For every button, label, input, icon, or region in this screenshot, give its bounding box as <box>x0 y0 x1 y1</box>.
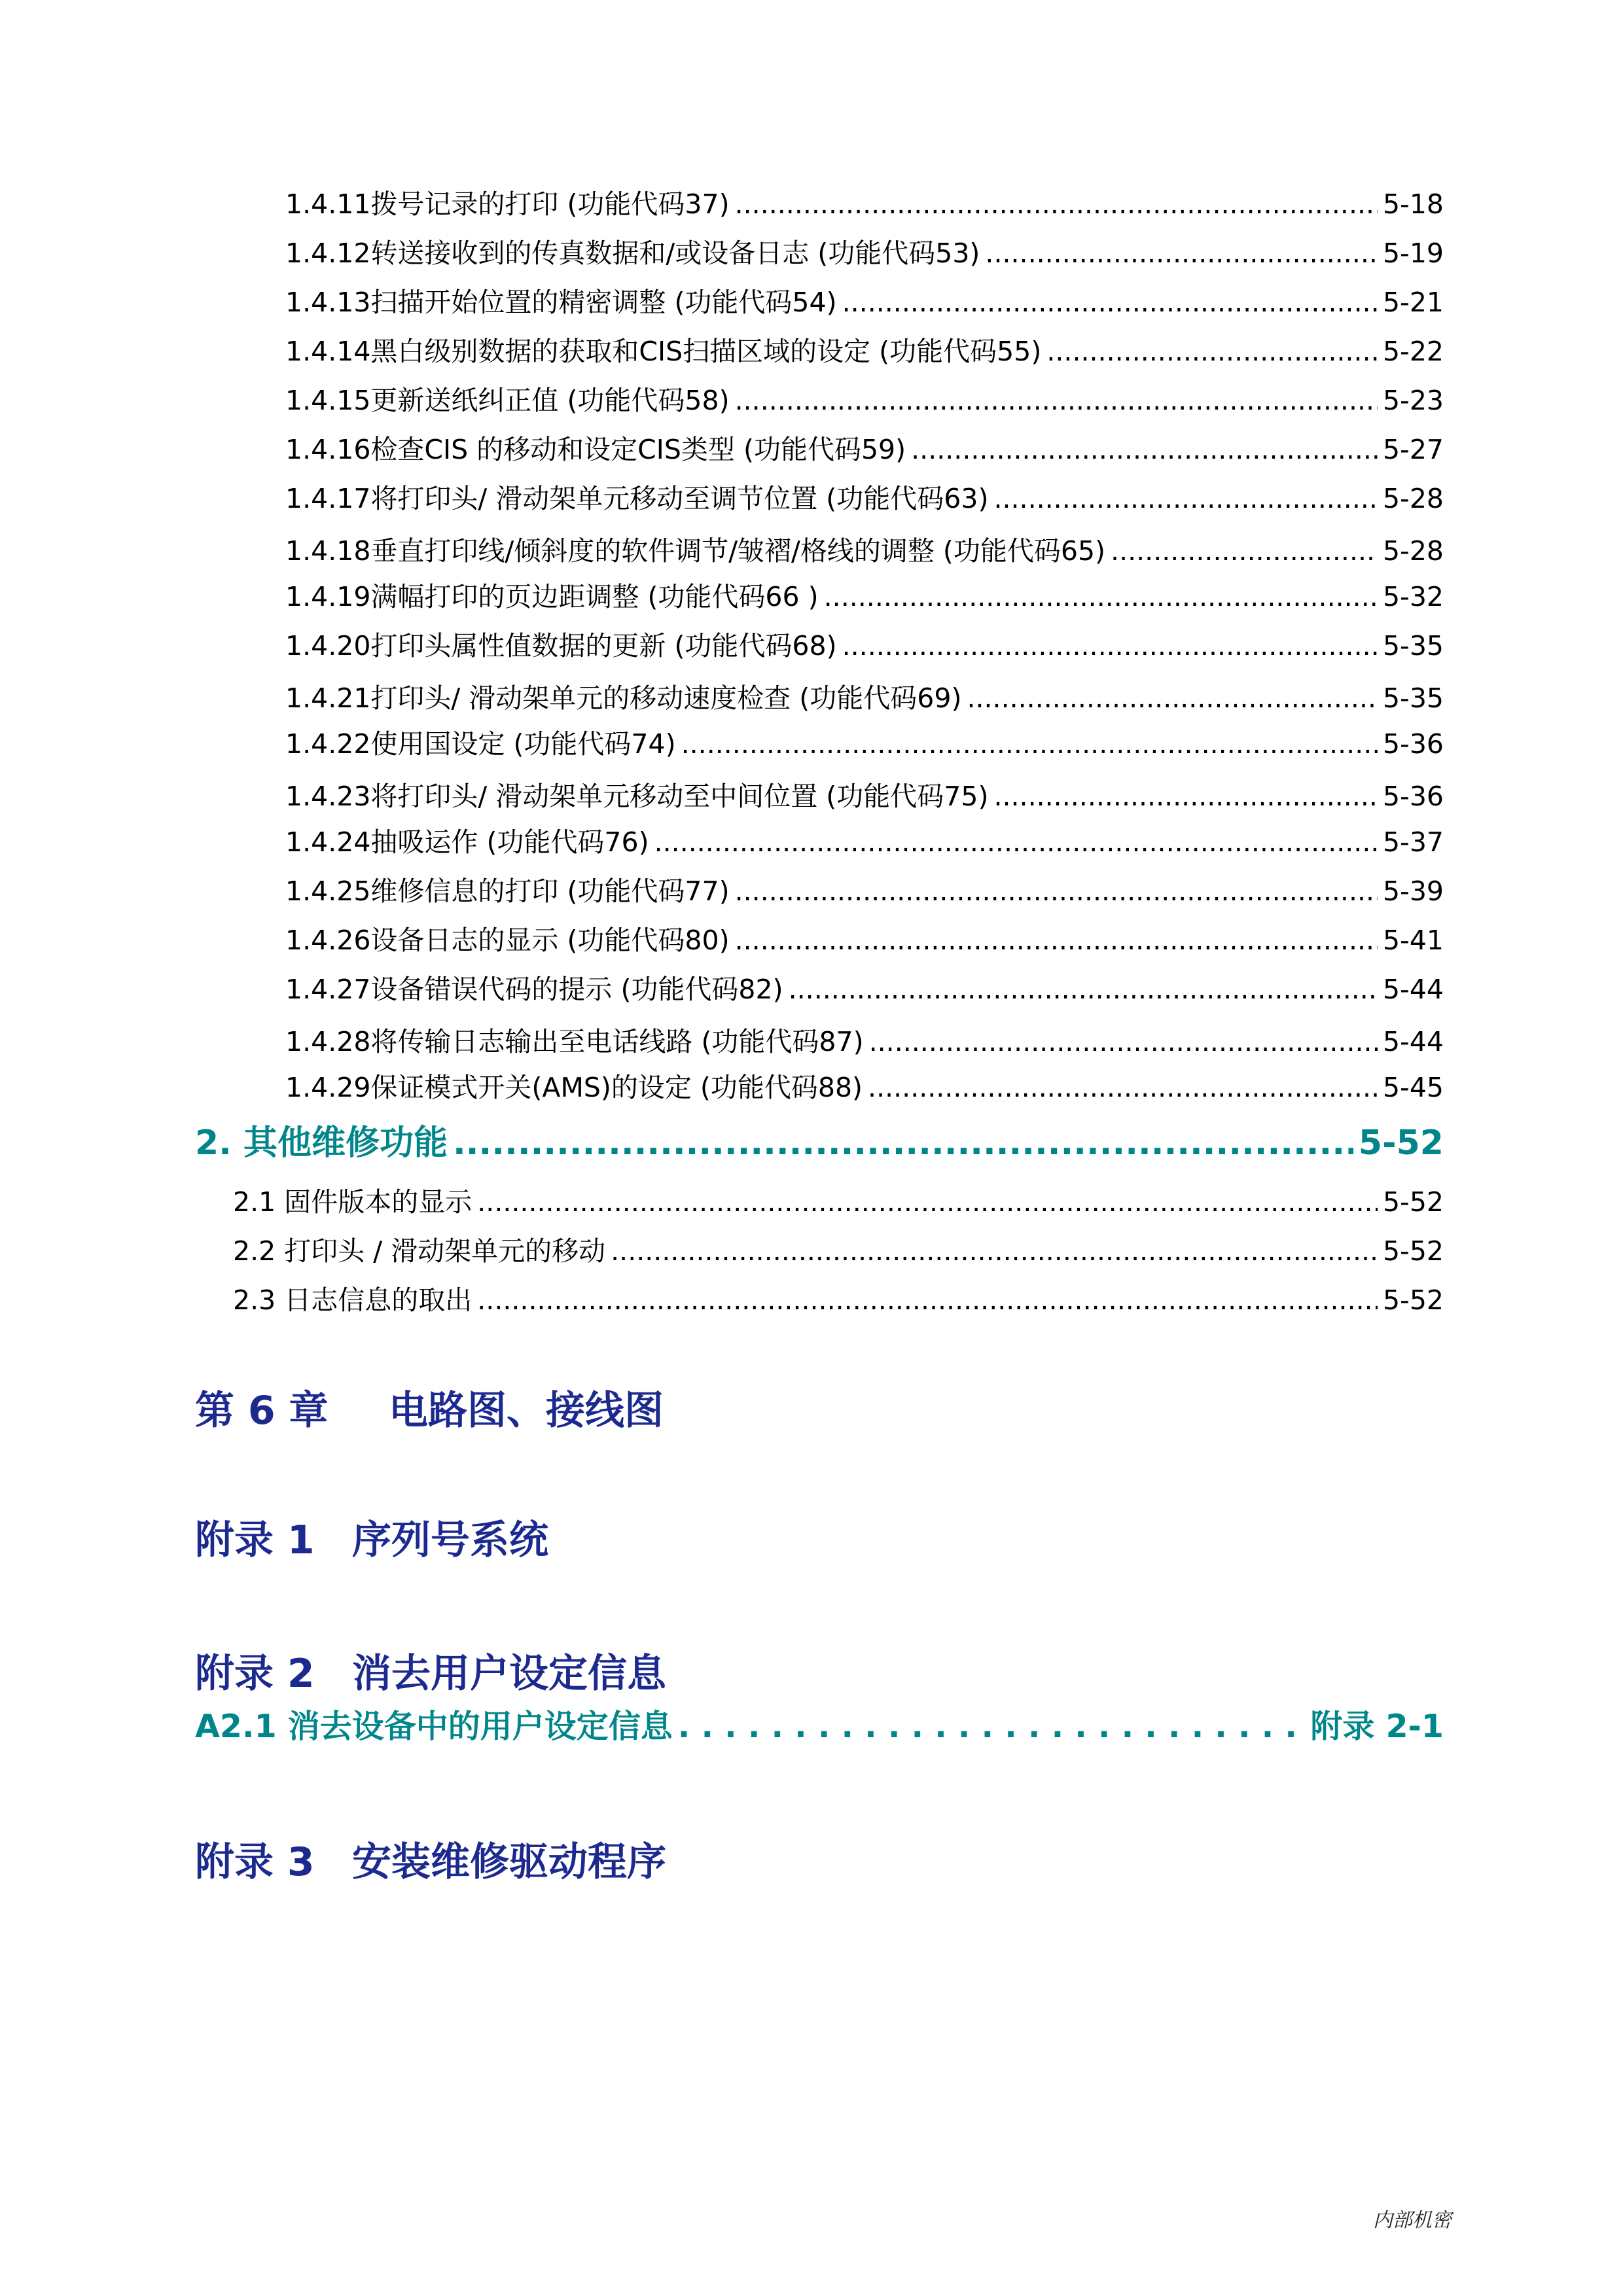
toc-entry-title: 1.4.15更新送纸纠正值 (功能代码58) <box>285 385 730 416</box>
chapter-6-number: 第 6 章 <box>195 1388 329 1434</box>
toc-entry[interactable] <box>285 728 1444 760</box>
toc-entry-page: 5-44 <box>1382 1026 1444 1057</box>
toc-entry-a2-1[interactable] <box>195 1708 1444 1746</box>
toc-entry-page: 5-44 <box>1382 974 1444 1005</box>
toc-leader <box>1046 335 1378 368</box>
toc-entry[interactable] <box>285 286 1444 319</box>
toc-entry-title: 1.4.25维修信息的打印 (功能代码77) <box>285 875 730 907</box>
toc-entry-page: 5-45 <box>1382 1072 1444 1103</box>
toc-entry-title: 1.4.11拨号记录的打印 (功能代码37) <box>285 188 730 220</box>
appendix-2-number: 附录 2 <box>195 1651 315 1697</box>
toc-section[interactable] <box>233 1186 1444 1218</box>
toc-leader <box>993 780 1377 813</box>
a2-1-title: A2.1 消去设备中的用户设定信息 <box>195 1708 673 1745</box>
toc-leader <box>869 1025 1378 1058</box>
toc-entry-page: 5-41 <box>1382 925 1444 956</box>
toc-entry[interactable] <box>285 1071 1444 1104</box>
chapter-2-page: 5-52 <box>1358 1123 1444 1163</box>
toc-chapter-2[interactable] <box>195 1123 1444 1163</box>
toc-entry-page: 5-36 <box>1382 781 1444 812</box>
toc-entry-page: 5-23 <box>1382 385 1444 416</box>
appendix-3-number: 附录 3 <box>195 1839 315 1885</box>
toc-leader <box>735 384 1378 417</box>
toc-entry-title: 1.4.13扫描开始位置的精密调整 (功能代码54) <box>285 287 837 318</box>
toc-entry[interactable] <box>285 384 1444 417</box>
toc-entry-page: 5-39 <box>1382 875 1444 907</box>
chapter-6-title: 电路图、接线图 <box>389 1388 664 1434</box>
appendix-1-heading[interactable] <box>195 1517 548 1564</box>
toc-entry[interactable] <box>285 826 1444 858</box>
section-page: 5-52 <box>1382 1284 1444 1316</box>
toc-leader <box>1111 535 1378 567</box>
toc-leader <box>868 1071 1378 1104</box>
toc-entry-page: 5-21 <box>1382 287 1444 318</box>
section-page: 5-52 <box>1382 1235 1444 1267</box>
toc-leader <box>678 1708 1306 1746</box>
toc-entry-page: 5-36 <box>1382 728 1444 760</box>
toc-entry-page: 5-37 <box>1382 826 1444 858</box>
toc-leader <box>477 1186 1378 1218</box>
appendix-1-title: 序列号系统 <box>352 1517 548 1563</box>
toc-entry[interactable] <box>285 973 1444 1006</box>
appendix-2-heading[interactable] <box>195 1650 666 1697</box>
toc-leader <box>985 237 1378 270</box>
toc-entry-title: 1.4.18垂直打印线/倾斜度的软件调节/皱褶/格线的调整 (功能代码65) <box>285 535 1106 567</box>
toc-entry-title: 1.4.17将打印头/ 滑动架单元移动至调节位置 (功能代码63) <box>285 483 989 514</box>
toc-entry-title: 1.4.27设备错误代码的提示 (功能代码82) <box>285 974 783 1005</box>
appendix-3-title: 安装维修驱动程序 <box>352 1839 666 1885</box>
toc-entry[interactable] <box>285 924 1444 957</box>
toc-entry-title: 1.4.12转送接收到的传真数据和/或设备日志 (功能代码53) <box>285 238 980 269</box>
appendix-3-heading[interactable] <box>195 1839 666 1886</box>
toc-entry-title: 1.4.22使用国设定 (功能代码74) <box>285 728 676 760</box>
toc-section[interactable] <box>233 1284 1444 1316</box>
toc-entry-title: 1.4.26设备日志的显示 (功能代码80) <box>285 925 730 956</box>
toc-entry[interactable] <box>285 482 1444 515</box>
toc-entry[interactable] <box>285 780 1444 813</box>
toc-leader <box>789 973 1378 1006</box>
chapter-6-heading[interactable] <box>195 1387 664 1434</box>
toc-entry[interactable] <box>285 188 1444 221</box>
section-title: 2.1 固件版本的显示 <box>233 1186 473 1218</box>
appendix-2-title: 消去用户设定信息 <box>352 1651 666 1697</box>
appendix-1-number: 附录 1 <box>195 1517 315 1563</box>
toc-entry[interactable] <box>285 875 1444 908</box>
toc-entry-page: 5-32 <box>1382 581 1444 612</box>
toc-entry-title: 1.4.29保证模式开关(AMS)的设定 (功能代码88) <box>285 1072 863 1103</box>
chapter-2-title: 2. 其他维修功能 <box>195 1123 448 1163</box>
toc-entry-page: 5-18 <box>1382 188 1444 220</box>
toc-entry[interactable] <box>285 580 1444 613</box>
toc-entry-page: 5-35 <box>1382 630 1444 662</box>
confidential-footer: 内部机密 <box>1373 2209 1452 2232</box>
toc-entry-title: 1.4.23将打印头/ 滑动架单元移动至中间位置 (功能代码75) <box>285 781 989 812</box>
a2-1-page: 附录 2-1 <box>1310 1708 1444 1745</box>
toc-leader <box>911 433 1378 466</box>
section-title: 2.3 日志信息的取出 <box>233 1284 473 1316</box>
toc-leader <box>842 629 1378 662</box>
toc-section[interactable] <box>233 1235 1444 1267</box>
toc-entry-title: 1.4.16检查CIS 的移动和设定CIS类型 (功能代码59) <box>285 434 906 465</box>
toc-entry-page: 5-35 <box>1382 682 1444 714</box>
toc-entry-page: 5-28 <box>1382 535 1444 567</box>
toc-entry-title: 1.4.14黑白级别数据的获取和CIS扫描区域的设定 (功能代码55) <box>285 336 1042 367</box>
toc-leader <box>967 682 1377 715</box>
toc-entry-page: 5-28 <box>1382 483 1444 514</box>
section-page: 5-52 <box>1382 1186 1444 1218</box>
toc-leader <box>477 1284 1378 1316</box>
toc-entry-title: 1.4.19满幅打印的页边距调整 (功能代码66 ) <box>285 581 819 612</box>
toc-entry-title: 1.4.20打印头属性值数据的更新 (功能代码68) <box>285 630 837 662</box>
toc-entry-page: 5-22 <box>1382 336 1444 367</box>
toc-leader <box>654 826 1378 858</box>
toc-entry[interactable] <box>285 629 1444 662</box>
toc-entry-title: 1.4.24抽吸运作 (功能代码76) <box>285 826 649 858</box>
toc-leader <box>681 728 1378 760</box>
toc-leader <box>735 875 1378 908</box>
toc-leader <box>993 482 1377 515</box>
section-title: 2.2 打印头 / 滑动架单元的移动 <box>233 1235 606 1267</box>
toc-entry-page: 5-19 <box>1382 238 1444 269</box>
toc-entry[interactable] <box>285 335 1444 368</box>
toc-leader <box>453 1123 1353 1163</box>
toc-leader <box>735 924 1378 957</box>
toc-leader <box>842 286 1378 319</box>
toc-leader <box>824 580 1378 613</box>
toc-entry[interactable] <box>285 535 1444 567</box>
toc-entry-page: 5-27 <box>1382 434 1444 465</box>
toc-entry[interactable] <box>285 1025 1444 1058</box>
toc-entry-title: 1.4.21打印头/ 滑动架单元的移动速度检查 (功能代码69) <box>285 682 962 714</box>
toc-entry[interactable] <box>285 237 1444 270</box>
toc-leader <box>735 188 1378 221</box>
toc-entry[interactable] <box>285 682 1444 715</box>
toc-entry[interactable] <box>285 433 1444 466</box>
toc-leader <box>611 1235 1378 1267</box>
toc-entry-title: 1.4.28将传输日志输出至电话线路 (功能代码87) <box>285 1026 864 1057</box>
